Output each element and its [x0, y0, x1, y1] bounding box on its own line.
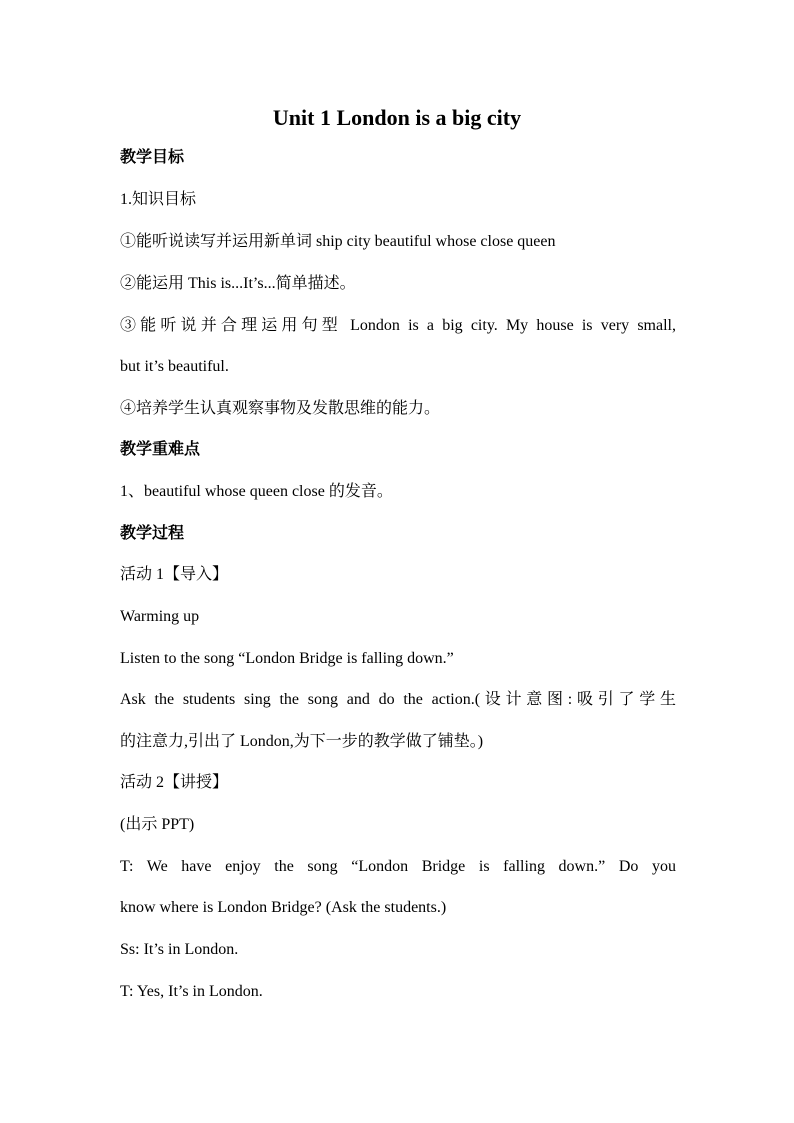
teacher-line-1: T: We have enjoy the song “London Bridge is falling down.” Do you [120, 858, 676, 875]
show-ppt-text: (出示 PPT) [120, 816, 195, 833]
goal-item-2: ②能运用 This is...It’s...简单描述。 [120, 275, 356, 292]
listen-song-text: Listen to the song “London Bridge is falling down.” [120, 650, 454, 667]
activity-2-heading: 活动 2【讲授】 [120, 774, 229, 791]
goal-item-1: ①能听说读写并运用新单词 ship city beautiful whose close queen [120, 233, 556, 250]
goal-item-3-line-1: ③能听说并合理运用句型 London is a big city. My house is very small, [120, 317, 676, 334]
students-answer: Ss: It’s in London. [120, 941, 239, 958]
activity-1-heading: 活动 1【导入】 [120, 566, 229, 583]
goal-item-3-line-2: but it’s beautiful. [120, 358, 229, 375]
page-title: Unit 1 London is a big city [272, 105, 522, 130]
goal-item-4: ④培养学生认真观察事物及发散思维的能力。 [120, 400, 441, 417]
ask-sing-line-2: 的注意力,引出了 London,为下一步的教学做了铺垫。) [120, 733, 484, 750]
section-heading-keypoints: 教学重难点 [120, 441, 201, 458]
section-heading-objectives: 教学目标 [120, 149, 185, 166]
teacher-yes: T: Yes, It’s in London. [120, 983, 263, 1000]
teacher-line-2: know where is London Bridge? (Ask the students.) [120, 899, 447, 916]
section-heading-process: 教学过程 [120, 525, 185, 542]
ask-sing-line-1: Ask the students sing the song and do the action.(设计意图:吸引了学生 [120, 691, 676, 708]
knowledge-goal-label: 1.知识目标 [120, 191, 197, 208]
warming-up-text: Warming up [120, 608, 200, 625]
keypoint-item-1: 1、beautiful whose queen close 的发音。 [120, 483, 393, 500]
